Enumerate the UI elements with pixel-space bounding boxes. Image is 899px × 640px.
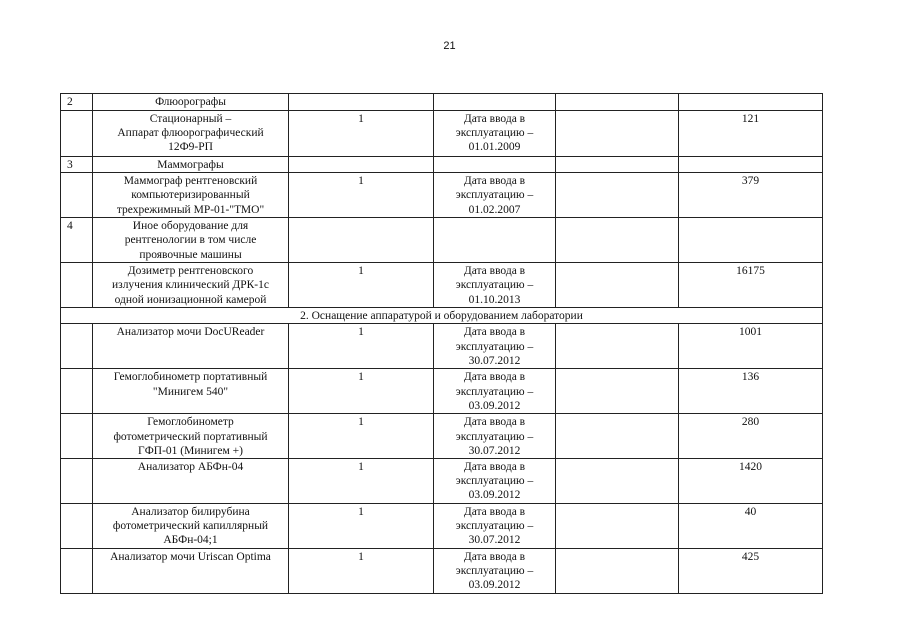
table-row: [61, 504, 823, 549]
commission-date: Дата ввода в эксплуатацию – 03.09.2012: [434, 369, 556, 414]
table-row: [61, 324, 823, 369]
table-row: [61, 111, 823, 157]
equipment-name: Анализатор мочи Uriscan Optima: [93, 549, 289, 594]
table-row: [61, 549, 823, 594]
cost-value: 379: [679, 173, 823, 218]
equipment-name: Анализатор билирубина фотометрический капиллярный АБФн-04;1: [93, 504, 289, 549]
equipment-name: Маммограф рентгеновский компьютеризированный трехрежимный МР-01-"ТМО": [93, 173, 289, 218]
equipment-table: [60, 93, 823, 594]
commission-date: Дата ввода в эксплуатацию – 30.07.2012: [434, 504, 556, 549]
cost-value: 425: [679, 549, 823, 594]
quantity: 1: [289, 369, 434, 414]
equipment-group-name: Иное оборудование для рентгенологии в том числе проявочные машины: [93, 218, 289, 263]
equipment-group-name: Флюорографы: [93, 94, 289, 111]
table-row: [61, 218, 823, 263]
commission-date: Дата ввода в эксплуатацию – 30.07.2012: [434, 324, 556, 369]
cost-value: 16175: [679, 263, 823, 308]
table-row: [61, 263, 823, 308]
section-heading: 2. Оснащение аппаратурой и оборудованием лаборатории: [61, 308, 823, 324]
cost-value: 1420: [679, 459, 823, 504]
commission-date: Дата ввода в эксплуатацию – 01.10.2013: [434, 263, 556, 308]
quantity: 1: [289, 504, 434, 549]
table-row: [61, 157, 823, 173]
quantity: 1: [289, 263, 434, 308]
page-number: 21: [443, 40, 456, 52]
cost-value: 280: [679, 414, 823, 459]
table-row: [61, 369, 823, 414]
equipment-name: Анализатор мочи DocUReader: [93, 324, 289, 369]
quantity: 1: [289, 414, 434, 459]
commission-date: Дата ввода в эксплуатацию – 01.01.2009: [434, 111, 556, 157]
cost-value: 40: [679, 504, 823, 549]
table-row: [61, 94, 823, 111]
commission-date: Дата ввода в эксплуатацию – 03.09.2012: [434, 549, 556, 594]
row-number: 2: [61, 94, 93, 111]
equipment-name: Анализатор АБФн-04: [93, 459, 289, 504]
cost-value: 1001: [679, 324, 823, 369]
table-row: [61, 414, 823, 459]
equipment-name: Стационарный – Аппарат флюорографический 12Ф9-РП: [93, 111, 289, 157]
quantity: 1: [289, 549, 434, 594]
table-row: [61, 459, 823, 504]
commission-date: Дата ввода в эксплуатацию – 03.09.2012: [434, 459, 556, 504]
table-row: [61, 173, 823, 218]
equipment-name: Дозиметр рентгеновского излучения клинический ДРК-1с одной ионизационной камерой: [93, 263, 289, 308]
quantity: 1: [289, 324, 434, 369]
equipment-group-name: Маммографы: [93, 157, 289, 173]
quantity: 1: [289, 111, 434, 157]
row-number: 3: [61, 157, 93, 173]
quantity: 1: [289, 173, 434, 218]
equipment-name: Гемоглобинометр фотометрический портативный ГФП-01 (Минигем +): [93, 414, 289, 459]
quantity: 1: [289, 459, 434, 504]
commission-date: Дата ввода в эксплуатацию – 01.02.2007: [434, 173, 556, 218]
cost-value: 121: [679, 111, 823, 157]
row-number: 4: [61, 218, 93, 263]
equipment-name: Гемоглобинометр портативный "Минигем 540": [93, 369, 289, 414]
table-row: [61, 308, 823, 324]
commission-date: Дата ввода в эксплуатацию – 30.07.2012: [434, 414, 556, 459]
cost-value: 136: [679, 369, 823, 414]
